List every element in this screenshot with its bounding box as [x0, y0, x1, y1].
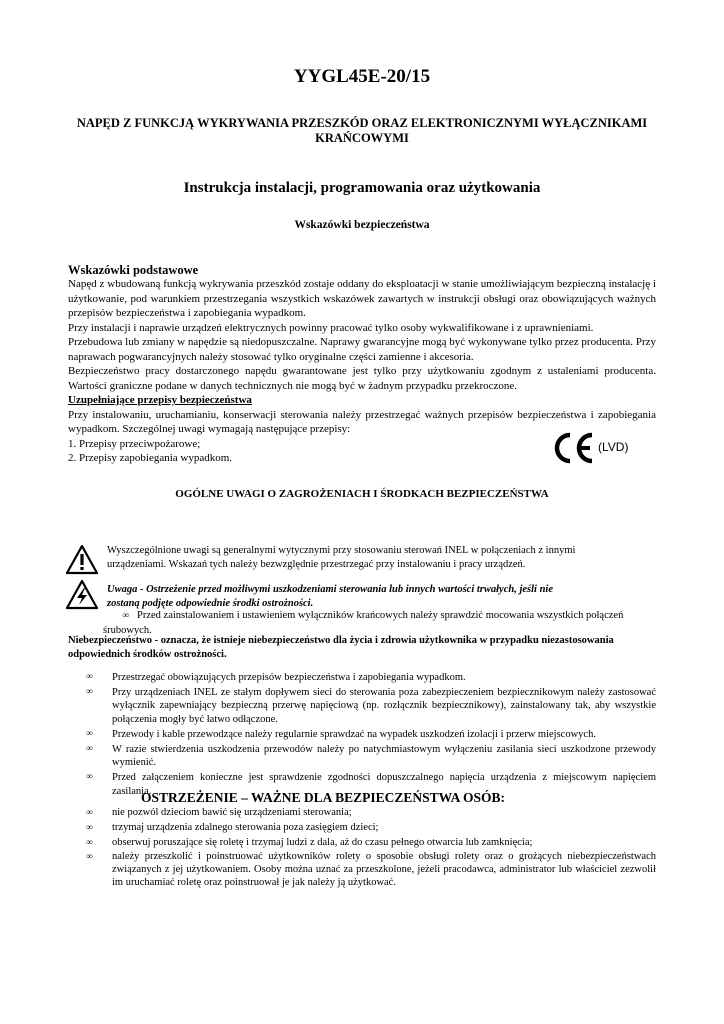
- rule-item-1: 1. Przepisy przeciwpożarowe;: [68, 437, 201, 450]
- list-item: ∞ Przestrzegać obowiązujących przepisów bezpieczeństwa i zapobiegania wypadkom.: [86, 672, 466, 683]
- manual-title: Instrukcja instalacji, programowania oraz użytkowania: [183, 180, 541, 196]
- bullet-mark: ∞: [86, 822, 93, 833]
- list-item: ∞ Przy urządzeniach INEL ze stałym dopływem sieci do sterowania poza zabezpieczeniem bezpiecznikowym należy zastosować wyłącznik zapewniający bezpieczną przerwę napięciową (np. rozłącznik bezpiecznikowy), zainstalowany tak, aby wszystkie połączenia mogły być łatwo odłączone.: [86, 687, 656, 725]
- list-item: ∞ nie pozwól dzieciom bawić się urządzeniami sterowania;: [86, 807, 352, 818]
- caution-item-text: Przed zainstalowaniem i ustawieniem wyłączników krańcowych należy sprawdzić mocowania wszystkich połączeń śrubowych.: [103, 610, 624, 636]
- basics-paragraph-2: Przy instalacji i naprawie urządzeń elektrycznych powinny pracować tylko osoby wykwalifikowane i z uprawnieniami.: [68, 321, 594, 334]
- document-title: YYGL45E-20/15: [293, 66, 431, 87]
- bullet-mark: ∞: [86, 672, 93, 682]
- ce-mark: [550, 432, 640, 464]
- danger-definition: Niebezpieczeństwo - oznacza, że istnieje niebezpieczeństwo dla życia i zdrowia użytkownika w przypadku niezastosowania odpowiednich środków ostrożności.: [68, 635, 614, 660]
- lvd-label: (LVD): [598, 440, 629, 454]
- bullet-mark: ∞: [86, 728, 93, 739]
- bullet-mark: ∞: [86, 837, 93, 848]
- general-hazards-heading: OGÓLNE UWAGI O ZAGROŻENIACH I ŚRODKACH BEZPIECZEŃSTWA: [175, 488, 549, 500]
- bullet-mark: ∞: [86, 772, 93, 783]
- list-item: ∞ należy przeszkolić i poinstruować użytkowników rolety o sposobie obsługi rolety oraz o grożących niebezpieczeństwach związanych z jej użytkowaniem. Osoby można uznać za przeszkolone, jeżeli pracodawca, administrator lub właściciel zezwolił im uruchamiać roletę oraz poinstruował je jak należy ją użytkować.: [86, 851, 656, 888]
- bullet-mark: ∞: [86, 744, 93, 755]
- caution-item: [103, 609, 663, 637]
- warning-triangle-icon: [66, 545, 98, 575]
- list-item: ∞ Przed załączeniem konieczne jest sprawdzenie zgodności dopuszczalnego napięcia urządzenia z miejscowym napięciem zasilania.: [86, 772, 656, 797]
- list-item: ∞ trzymaj urządzenia zdalnego sterowania poza zasięgiem dzieci;: [86, 821, 379, 833]
- product-subtitle: NAPĘD Z FUNKCJĄ WYKRYWANIA PRZESZKÓD ORAZ ELEKTRONICZNYMI WYŁĄCZNIKAMI KRAŃCOWYMI: [76, 116, 648, 145]
- basics-paragraph-3: Przebudowa lub zmiany w napędzie są niedopuszczalne. Naprawy gwarancyjne mogą być wykonywane tylko przez producenta. Przy naprawach pogwarancyjnych należy stosować tylko oryginalne części zamienne i akcesoria.: [68, 336, 656, 363]
- bullet-mark: ∞: [86, 808, 93, 818]
- list-item: ∞ Przewody i kable przewodzące należy regularnie sprawdzać na wypadek uszkodzeń izolacji i przerw miejscowych.: [86, 728, 596, 740]
- caution-text: Uwaga - Ostrzeżenie przed możliwymi uszkodzeniami sterowania lub innych wartości trwałych, jeśli nie zostaną podjęte odpowiednie środki ostrożności.: [107, 584, 554, 609]
- ce-logo-icon: [550, 432, 640, 464]
- rule-item-2: 2. Przepisy zapobiegania wypadkom.: [68, 452, 233, 464]
- important-bullet-list: [86, 807, 656, 892]
- bullet-mark: ∞: [86, 852, 93, 863]
- basics-heading: Wskazówki podstawowe: [68, 263, 199, 277]
- basics-paragraph-5: Przy instalowaniu, uruchamianiu, konserwacji sterowania należy przestrzegać ważnych przepisów bezpieczeństwa i zapobiegania wypadkom. Szczególnej uwagi wymagają następujące przepisy:: [68, 408, 656, 435]
- list-item: ∞ obserwuj poruszające się roletę i trzymaj ludzi z dala, aż do czasu pełnego otwarcia lub zamknięcia;: [86, 836, 533, 848]
- supplementary-heading: Uzupełniające przepisy bezpieczeństwa: [68, 394, 252, 406]
- general-warning-text: Wyszczególnione uwagi są generalnymi wytycznymi przy stosowaniu sterowań INEL w połączeniach z innymi urządzeniami. Wskazań tych należy bezwzględnie przestrzegać przy instalowaniu i pracy urządzeń.: [107, 545, 576, 570]
- important-warning-heading: OSTRZEŻENIE – WAŻNE DLA BEZPIECZEŃSTWA OSÓB:: [141, 790, 505, 805]
- electric-shock-icon: [66, 580, 98, 610]
- safety-bullet-list: [86, 671, 656, 800]
- safety-title: Wskazówki bezpieczeństwa: [294, 219, 430, 231]
- list-item: ∞ W razie stwierdzenia uszkodzenia przewodów należy po natychmiastowym wyłączeniu zasilania sieci uszkodzone przewody wymienić.: [86, 744, 656, 769]
- bullet-mark: ∞: [86, 687, 93, 698]
- basics-paragraph-1: Napęd z wbudowaną funkcją wykrywania przeszkód zostaje oddany do eksploatacji w stanie umożliwiającym bezpieczną instalację i użytkowanie, pod warunkiem przestrzegania wszystkich wskazówek zawartych w instrukcji obsługi oraz obowiązujących ważnych przepisów bezpieczeństwa i zapobiegania wypadkom.: [68, 278, 656, 319]
- basics-paragraph-4: Bezpieczeństwo pracy dostarczonego napędu gwarantowane jest tylko przy użytkowaniu zgodnym z ustaleniami producenta. Wartości graniczne podane w danych technicznych nie mogą być w żadnym przypadku przekroczone.: [68, 365, 656, 392]
- bullet-mark: ∞: [122, 611, 129, 621]
